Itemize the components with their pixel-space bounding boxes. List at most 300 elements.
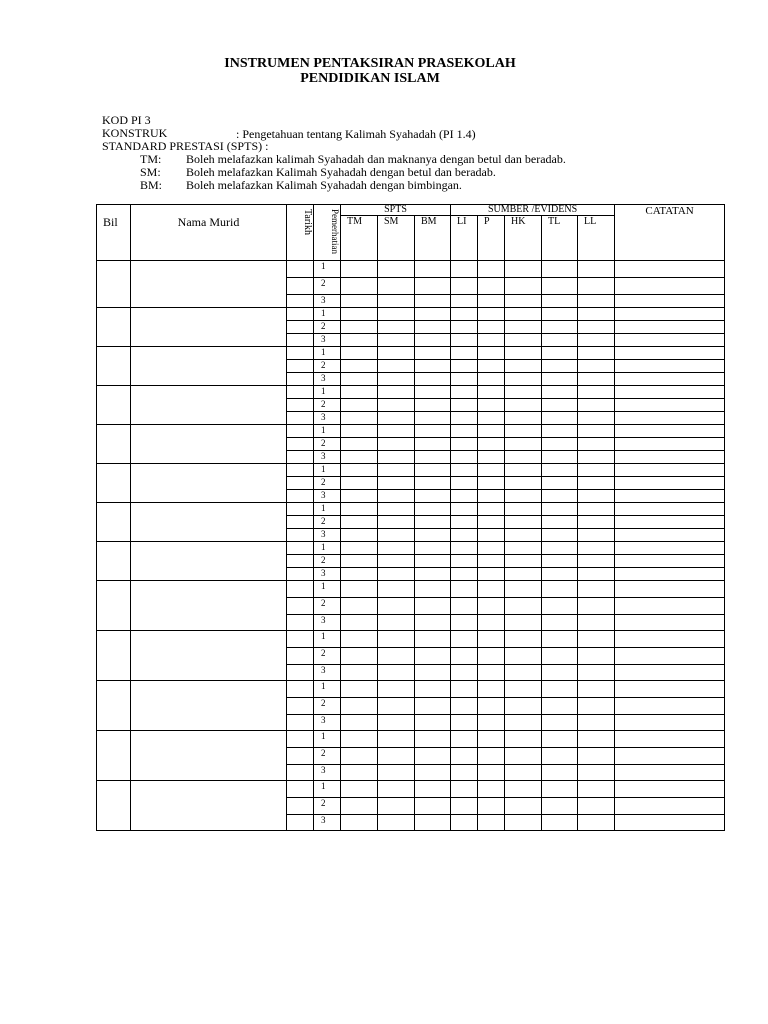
li-cell[interactable]: [451, 412, 478, 425]
tarikh-cell[interactable]: [287, 581, 314, 598]
li-cell[interactable]: [451, 516, 478, 529]
hk-cell[interactable]: [505, 321, 542, 334]
ll-cell[interactable]: [578, 360, 615, 373]
bm-cell[interactable]: [415, 715, 451, 731]
li-cell[interactable]: [451, 815, 478, 831]
bm-cell[interactable]: [415, 412, 451, 425]
tm-cell[interactable]: [341, 529, 378, 542]
sm-cell[interactable]: [378, 477, 415, 490]
tm-cell[interactable]: [341, 542, 378, 555]
tm-cell[interactable]: [341, 731, 378, 748]
tarikh-cell[interactable]: [287, 731, 314, 748]
hk-cell[interactable]: [505, 555, 542, 568]
hk-cell[interactable]: [505, 490, 542, 503]
tarikh-cell[interactable]: [287, 503, 314, 516]
catatan-cell[interactable]: [615, 731, 725, 748]
catatan-cell[interactable]: [615, 503, 725, 516]
bm-cell[interactable]: [415, 681, 451, 698]
tm-cell[interactable]: [341, 581, 378, 598]
tm-cell[interactable]: [341, 555, 378, 568]
catatan-cell[interactable]: [615, 334, 725, 347]
hk-cell[interactable]: [505, 581, 542, 598]
ll-cell[interactable]: [578, 438, 615, 451]
bil-cell[interactable]: [97, 503, 131, 542]
tm-cell[interactable]: [341, 334, 378, 347]
hk-cell[interactable]: [505, 715, 542, 731]
sm-cell[interactable]: [378, 464, 415, 477]
catatan-cell[interactable]: [615, 748, 725, 765]
tl-cell[interactable]: [542, 451, 578, 464]
tarikh-cell[interactable]: [287, 278, 314, 295]
nama-murid-cell[interactable]: [131, 464, 287, 503]
sm-cell[interactable]: [378, 631, 415, 648]
tm-cell[interactable]: [341, 615, 378, 631]
tm-cell[interactable]: [341, 490, 378, 503]
ll-cell[interactable]: [578, 581, 615, 598]
li-cell[interactable]: [451, 568, 478, 581]
tm-cell[interactable]: [341, 681, 378, 698]
ll-cell[interactable]: [578, 295, 615, 308]
bm-cell[interactable]: [415, 555, 451, 568]
li-cell[interactable]: [451, 295, 478, 308]
tl-cell[interactable]: [542, 681, 578, 698]
catatan-cell[interactable]: [615, 399, 725, 412]
ll-cell[interactable]: [578, 631, 615, 648]
tarikh-cell[interactable]: [287, 598, 314, 615]
sm-cell[interactable]: [378, 715, 415, 731]
tl-cell[interactable]: [542, 503, 578, 516]
bm-cell[interactable]: [415, 781, 451, 798]
li-cell[interactable]: [451, 347, 478, 360]
tarikh-cell[interactable]: [287, 542, 314, 555]
bm-cell[interactable]: [415, 581, 451, 598]
tl-cell[interactable]: [542, 347, 578, 360]
tarikh-cell[interactable]: [287, 631, 314, 648]
tm-cell[interactable]: [341, 781, 378, 798]
hk-cell[interactable]: [505, 542, 542, 555]
sm-cell[interactable]: [378, 568, 415, 581]
tm-cell[interactable]: [341, 321, 378, 334]
tarikh-cell[interactable]: [287, 308, 314, 321]
p-cell[interactable]: [478, 615, 505, 631]
tarikh-cell[interactable]: [287, 516, 314, 529]
catatan-cell[interactable]: [615, 464, 725, 477]
bm-cell[interactable]: [415, 386, 451, 399]
catatan-cell[interactable]: [615, 615, 725, 631]
tl-cell[interactable]: [542, 412, 578, 425]
tarikh-cell[interactable]: [287, 261, 314, 278]
li-cell[interactable]: [451, 615, 478, 631]
tl-cell[interactable]: [542, 598, 578, 615]
sm-cell[interactable]: [378, 665, 415, 681]
tarikh-cell[interactable]: [287, 334, 314, 347]
p-cell[interactable]: [478, 278, 505, 295]
catatan-cell[interactable]: [615, 261, 725, 278]
p-cell[interactable]: [478, 516, 505, 529]
catatan-cell[interactable]: [615, 386, 725, 399]
nama-murid-cell[interactable]: [131, 503, 287, 542]
tarikh-cell[interactable]: [287, 798, 314, 815]
bm-cell[interactable]: [415, 598, 451, 615]
catatan-cell[interactable]: [615, 665, 725, 681]
tm-cell[interactable]: [341, 665, 378, 681]
sm-cell[interactable]: [378, 765, 415, 781]
ll-cell[interactable]: [578, 568, 615, 581]
sm-cell[interactable]: [378, 399, 415, 412]
tl-cell[interactable]: [542, 781, 578, 798]
tl-cell[interactable]: [542, 477, 578, 490]
tm-cell[interactable]: [341, 568, 378, 581]
tl-cell[interactable]: [542, 555, 578, 568]
tarikh-cell[interactable]: [287, 765, 314, 781]
catatan-cell[interactable]: [615, 798, 725, 815]
tarikh-cell[interactable]: [287, 360, 314, 373]
hk-cell[interactable]: [505, 748, 542, 765]
bm-cell[interactable]: [415, 529, 451, 542]
bm-cell[interactable]: [415, 278, 451, 295]
tm-cell[interactable]: [341, 425, 378, 438]
li-cell[interactable]: [451, 308, 478, 321]
tl-cell[interactable]: [542, 425, 578, 438]
bm-cell[interactable]: [415, 648, 451, 665]
catatan-cell[interactable]: [615, 542, 725, 555]
li-cell[interactable]: [451, 503, 478, 516]
li-cell[interactable]: [451, 665, 478, 681]
li-cell[interactable]: [451, 334, 478, 347]
tl-cell[interactable]: [542, 308, 578, 321]
p-cell[interactable]: [478, 648, 505, 665]
hk-cell[interactable]: [505, 261, 542, 278]
ll-cell[interactable]: [578, 815, 615, 831]
hk-cell[interactable]: [505, 798, 542, 815]
ll-cell[interactable]: [578, 542, 615, 555]
hk-cell[interactable]: [505, 516, 542, 529]
p-cell[interactable]: [478, 798, 505, 815]
hk-cell[interactable]: [505, 598, 542, 615]
sm-cell[interactable]: [378, 748, 415, 765]
tarikh-cell[interactable]: [287, 648, 314, 665]
nama-murid-cell[interactable]: [131, 681, 287, 731]
p-cell[interactable]: [478, 581, 505, 598]
bil-cell[interactable]: [97, 308, 131, 347]
tl-cell[interactable]: [542, 295, 578, 308]
tarikh-cell[interactable]: [287, 477, 314, 490]
bm-cell[interactable]: [415, 321, 451, 334]
nama-murid-cell[interactable]: [131, 781, 287, 831]
nama-murid-cell[interactable]: [131, 425, 287, 464]
p-cell[interactable]: [478, 412, 505, 425]
li-cell[interactable]: [451, 648, 478, 665]
p-cell[interactable]: [478, 748, 505, 765]
tarikh-cell[interactable]: [287, 615, 314, 631]
catatan-cell[interactable]: [615, 373, 725, 386]
sm-cell[interactable]: [378, 542, 415, 555]
tl-cell[interactable]: [542, 665, 578, 681]
ll-cell[interactable]: [578, 781, 615, 798]
tm-cell[interactable]: [341, 765, 378, 781]
hk-cell[interactable]: [505, 347, 542, 360]
tl-cell[interactable]: [542, 731, 578, 748]
catatan-cell[interactable]: [615, 438, 725, 451]
tm-cell[interactable]: [341, 412, 378, 425]
nama-murid-cell[interactable]: [131, 347, 287, 386]
bil-cell[interactable]: [97, 386, 131, 425]
ll-cell[interactable]: [578, 615, 615, 631]
tm-cell[interactable]: [341, 451, 378, 464]
ll-cell[interactable]: [578, 665, 615, 681]
catatan-cell[interactable]: [615, 412, 725, 425]
li-cell[interactable]: [451, 681, 478, 698]
bil-cell[interactable]: [97, 347, 131, 386]
tarikh-cell[interactable]: [287, 347, 314, 360]
bm-cell[interactable]: [415, 815, 451, 831]
li-cell[interactable]: [451, 360, 478, 373]
sm-cell[interactable]: [378, 698, 415, 715]
catatan-cell[interactable]: [615, 781, 725, 798]
catatan-cell[interactable]: [615, 681, 725, 698]
tl-cell[interactable]: [542, 568, 578, 581]
tarikh-cell[interactable]: [287, 451, 314, 464]
tl-cell[interactable]: [542, 278, 578, 295]
catatan-cell[interactable]: [615, 631, 725, 648]
tl-cell[interactable]: [542, 373, 578, 386]
tl-cell[interactable]: [542, 516, 578, 529]
p-cell[interactable]: [478, 681, 505, 698]
catatan-cell[interactable]: [615, 516, 725, 529]
tm-cell[interactable]: [341, 278, 378, 295]
tarikh-cell[interactable]: [287, 438, 314, 451]
sm-cell[interactable]: [378, 490, 415, 503]
bm-cell[interactable]: [415, 665, 451, 681]
p-cell[interactable]: [478, 425, 505, 438]
hk-cell[interactable]: [505, 360, 542, 373]
hk-cell[interactable]: [505, 665, 542, 681]
bm-cell[interactable]: [415, 615, 451, 631]
tarikh-cell[interactable]: [287, 748, 314, 765]
sm-cell[interactable]: [378, 360, 415, 373]
hk-cell[interactable]: [505, 529, 542, 542]
hk-cell[interactable]: [505, 681, 542, 698]
ll-cell[interactable]: [578, 386, 615, 399]
bm-cell[interactable]: [415, 295, 451, 308]
tm-cell[interactable]: [341, 748, 378, 765]
tm-cell[interactable]: [341, 373, 378, 386]
li-cell[interactable]: [451, 798, 478, 815]
sm-cell[interactable]: [378, 648, 415, 665]
tm-cell[interactable]: [341, 295, 378, 308]
tm-cell[interactable]: [341, 598, 378, 615]
p-cell[interactable]: [478, 781, 505, 798]
tm-cell[interactable]: [341, 438, 378, 451]
hk-cell[interactable]: [505, 451, 542, 464]
ll-cell[interactable]: [578, 681, 615, 698]
bm-cell[interactable]: [415, 425, 451, 438]
catatan-cell[interactable]: [615, 698, 725, 715]
tm-cell[interactable]: [341, 347, 378, 360]
p-cell[interactable]: [478, 503, 505, 516]
sm-cell[interactable]: [378, 781, 415, 798]
catatan-cell[interactable]: [615, 295, 725, 308]
bm-cell[interactable]: [415, 477, 451, 490]
hk-cell[interactable]: [505, 308, 542, 321]
p-cell[interactable]: [478, 631, 505, 648]
bm-cell[interactable]: [415, 631, 451, 648]
bil-cell[interactable]: [97, 542, 131, 581]
bm-cell[interactable]: [415, 542, 451, 555]
sm-cell[interactable]: [378, 295, 415, 308]
tarikh-cell[interactable]: [287, 555, 314, 568]
tarikh-cell[interactable]: [287, 399, 314, 412]
bm-cell[interactable]: [415, 399, 451, 412]
sm-cell[interactable]: [378, 731, 415, 748]
p-cell[interactable]: [478, 731, 505, 748]
bm-cell[interactable]: [415, 503, 451, 516]
li-cell[interactable]: [451, 386, 478, 399]
tl-cell[interactable]: [542, 438, 578, 451]
li-cell[interactable]: [451, 425, 478, 438]
hk-cell[interactable]: [505, 477, 542, 490]
tarikh-cell[interactable]: [287, 529, 314, 542]
bil-cell[interactable]: [97, 731, 131, 781]
p-cell[interactable]: [478, 261, 505, 278]
bm-cell[interactable]: [415, 334, 451, 347]
li-cell[interactable]: [451, 261, 478, 278]
tarikh-cell[interactable]: [287, 815, 314, 831]
ll-cell[interactable]: [578, 798, 615, 815]
p-cell[interactable]: [478, 765, 505, 781]
li-cell[interactable]: [451, 598, 478, 615]
bm-cell[interactable]: [415, 516, 451, 529]
p-cell[interactable]: [478, 321, 505, 334]
p-cell[interactable]: [478, 438, 505, 451]
tl-cell[interactable]: [542, 648, 578, 665]
catatan-cell[interactable]: [615, 598, 725, 615]
p-cell[interactable]: [478, 477, 505, 490]
tl-cell[interactable]: [542, 615, 578, 631]
tm-cell[interactable]: [341, 308, 378, 321]
li-cell[interactable]: [451, 451, 478, 464]
sm-cell[interactable]: [378, 308, 415, 321]
tl-cell[interactable]: [542, 715, 578, 731]
sm-cell[interactable]: [378, 347, 415, 360]
hk-cell[interactable]: [505, 648, 542, 665]
li-cell[interactable]: [451, 781, 478, 798]
ll-cell[interactable]: [578, 308, 615, 321]
ll-cell[interactable]: [578, 598, 615, 615]
tm-cell[interactable]: [341, 698, 378, 715]
ll-cell[interactable]: [578, 373, 615, 386]
ll-cell[interactable]: [578, 412, 615, 425]
hk-cell[interactable]: [505, 464, 542, 477]
sm-cell[interactable]: [378, 261, 415, 278]
ll-cell[interactable]: [578, 748, 615, 765]
tm-cell[interactable]: [341, 715, 378, 731]
li-cell[interactable]: [451, 555, 478, 568]
hk-cell[interactable]: [505, 386, 542, 399]
sm-cell[interactable]: [378, 815, 415, 831]
bm-cell[interactable]: [415, 490, 451, 503]
ll-cell[interactable]: [578, 715, 615, 731]
hk-cell[interactable]: [505, 503, 542, 516]
ll-cell[interactable]: [578, 347, 615, 360]
li-cell[interactable]: [451, 542, 478, 555]
tarikh-cell[interactable]: [287, 490, 314, 503]
bm-cell[interactable]: [415, 308, 451, 321]
p-cell[interactable]: [478, 815, 505, 831]
p-cell[interactable]: [478, 334, 505, 347]
bil-cell[interactable]: [97, 631, 131, 681]
bm-cell[interactable]: [415, 451, 451, 464]
ll-cell[interactable]: [578, 334, 615, 347]
ll-cell[interactable]: [578, 451, 615, 464]
tm-cell[interactable]: [341, 261, 378, 278]
tarikh-cell[interactable]: [287, 425, 314, 438]
tm-cell[interactable]: [341, 631, 378, 648]
tl-cell[interactable]: [542, 631, 578, 648]
tl-cell[interactable]: [542, 815, 578, 831]
catatan-cell[interactable]: [615, 715, 725, 731]
li-cell[interactable]: [451, 477, 478, 490]
tarikh-cell[interactable]: [287, 568, 314, 581]
li-cell[interactable]: [451, 438, 478, 451]
ll-cell[interactable]: [578, 490, 615, 503]
sm-cell[interactable]: [378, 278, 415, 295]
nama-murid-cell[interactable]: [131, 731, 287, 781]
tl-cell[interactable]: [542, 490, 578, 503]
li-cell[interactable]: [451, 748, 478, 765]
catatan-cell[interactable]: [615, 529, 725, 542]
hk-cell[interactable]: [505, 334, 542, 347]
catatan-cell[interactable]: [615, 765, 725, 781]
p-cell[interactable]: [478, 451, 505, 464]
ll-cell[interactable]: [578, 698, 615, 715]
p-cell[interactable]: [478, 490, 505, 503]
sm-cell[interactable]: [378, 451, 415, 464]
li-cell[interactable]: [451, 399, 478, 412]
nama-murid-cell[interactable]: [131, 261, 287, 308]
catatan-cell[interactable]: [615, 477, 725, 490]
p-cell[interactable]: [478, 555, 505, 568]
ll-cell[interactable]: [578, 503, 615, 516]
li-cell[interactable]: [451, 278, 478, 295]
p-cell[interactable]: [478, 464, 505, 477]
bil-cell[interactable]: [97, 681, 131, 731]
catatan-cell[interactable]: [615, 278, 725, 295]
bm-cell[interactable]: [415, 347, 451, 360]
tl-cell[interactable]: [542, 386, 578, 399]
sm-cell[interactable]: [378, 581, 415, 598]
tl-cell[interactable]: [542, 464, 578, 477]
tm-cell[interactable]: [341, 798, 378, 815]
tl-cell[interactable]: [542, 581, 578, 598]
tm-cell[interactable]: [341, 477, 378, 490]
p-cell[interactable]: [478, 386, 505, 399]
sm-cell[interactable]: [378, 334, 415, 347]
sm-cell[interactable]: [378, 412, 415, 425]
ll-cell[interactable]: [578, 765, 615, 781]
li-cell[interactable]: [451, 464, 478, 477]
bm-cell[interactable]: [415, 360, 451, 373]
sm-cell[interactable]: [378, 321, 415, 334]
tarikh-cell[interactable]: [287, 373, 314, 386]
nama-murid-cell[interactable]: [131, 308, 287, 347]
tl-cell[interactable]: [542, 798, 578, 815]
sm-cell[interactable]: [378, 425, 415, 438]
catatan-cell[interactable]: [615, 815, 725, 831]
tarikh-cell[interactable]: [287, 412, 314, 425]
tm-cell[interactable]: [341, 516, 378, 529]
catatan-cell[interactable]: [615, 308, 725, 321]
